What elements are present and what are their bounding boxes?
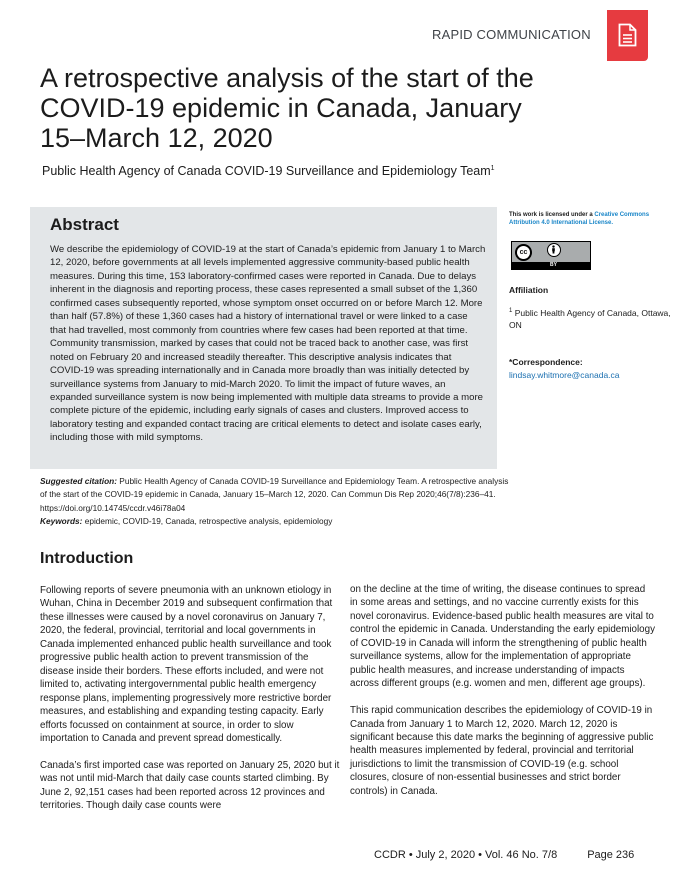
journal-info: CCDR • July 2, 2020 • Vol. 46 No. 7/8 [374,849,558,861]
keywords-label: Keywords: [40,515,83,526]
author-affiliation-mark: 1 [490,164,495,172]
affiliation-name: Public Health Agency of Canada, Ottawa, ON [509,307,671,330]
citation-text: Public Health Agency of Canada COVID-19 Surveillance and Epidemiology Team. A retrospective analysis of the start of the COVID-19 epidemic in Canada, January 15–March 12, 2020. Can Commun Dis Rep 2020;46(7/8):236–41. https://doi.org/10.14745/ccdr.v46i78a04 [40,476,509,513]
section-label: RAPID COMMUNICATION [432,27,591,42]
body-paragraph: This rapid communication describes the epidemiology of COVID-19 in Canada from January 1 to March 12, 2020. March 12, 2020 is significant because this date marks the beginning of aggressive public health measures implemented by federal, provincial and territorial jurisdictions to limit the transmission of COVID-19 (e.g. school closures, closure of non-essential businesses and strict border controls) in Canada. [350,705,654,797]
abstract-box [30,207,497,469]
abstract-text: We describe the epidemiology of COVID-19 at the start of Canada’s epidemic from January 1 to March 12, 2020, before governments at all levels implemented aggressive community-based public health measures. During this time, 153 laboratory-confirmed cases were reported in Canada. Due to delays inherent in the diagnosis and reporting process, these cases represented a small subset of the 1,360 confirmed cases subsequently reported, whose symptom onset occurred on or before March 12. More than half (57.8%) of these 1,360 cases had a history of international travel or were linked to a case that had travelled, most commonly from countries where few cases had been reported at that time. Community transmission, marked by cases that could not be traced back to another case, was first noted on February 20 and increased steadily thereafter. This descriptive analysis indicates that COVID-19 was spreading internationally and in Canada more broadly than was initially detected by surveillance systems from January to mid-March 2020. To limit the impact of future waves, an expanded surveillance system is now being implemented with multiple data streams to provide a more complete picture of the epidemic, including early signals of cases and clusters. Improved access to laboratory testing and expanded contact tracing are critical elements to detect and isolate cases early, including those with mild symptoms. [50,244,486,444]
body-paragraph: Following reports of severe pneumonia with an unknown etiology in Wuhan, China in December 2019 and subsequent confirmation that these illnesses were caused by a novel coronavirus on January 7, 2020, the federal, provincial, territorial and local governments in Canada implemented enhanced public health surveillance and took progressive public health action to prevent transmission of the disease inside their borders. These efforts included, and were not limited to, activating intergovernmental public health emergency response plans, implementing progressively more restrictive border measures, and establishing and expanding testing capacity. Early efforts focussed on containment at source, in order to slow importation to Canada and prevent spread domestically. [40,585,333,744]
introduction-right-column [350,583,655,812]
author-name: Public Health Agency of Canada COVID-19 Surveillance and Epidemiology Team [42,164,491,178]
cc-by-badge[interactable] [511,241,591,270]
correspondence-email-link[interactable]: lindsay.whitmore@canada.ca [509,370,620,380]
keywords-text: epidemic, COVID-19, Canada, retrospective analysis, epidemiology [82,515,333,526]
citation-label: Suggested citation: [40,476,117,486]
suggested-citation [40,475,510,515]
introduction-left-column [40,584,340,826]
abstract-heading: Abstract [50,215,119,234]
cc-icon: cc [515,244,532,261]
affiliation-text [509,305,684,331]
article-authors [42,164,495,178]
page-number: Page 236 [587,849,635,861]
document-icon [618,23,637,47]
correspondence-heading: *Correspondence: [509,357,583,367]
license-link[interactable]: Creative Commons Attribution 4.0 International License. [509,212,650,226]
license-prefix: This work is licensed under a [509,212,595,218]
affiliation-mark: 1 [509,308,513,314]
keywords [40,515,510,528]
body-paragraph: on the decline at the time of writing, the disease continues to spread in some areas and settings, and no vaccine currently exists for this novel coronavirus. Evidence-based public health measures are vital to control the epidemic in Canada. Understanding the early epidemiology of COVID-19 in Canada will inform the strengthening of public health surveillance systems, allow for the implementation of appropriate public health measures, and increase understanding of impacts across different groups (e.g. women and men, different age groups). [350,584,655,690]
by-label: BY [550,262,557,268]
introduction-heading: Introduction [40,550,134,567]
attribution-person-icon [547,243,561,257]
article-type-badge [607,10,648,61]
citation-block [40,475,510,528]
article-title: A retrospective analysis of the start of the COVID-19 epidemic in Canada, January 15–March 12, 2020 [40,63,534,153]
page-footer [374,849,634,861]
affiliation-heading: Affiliation [509,285,549,295]
license-notice [509,211,659,227]
body-paragraph: Canada’s first imported case was reported on January 25, 2020 but it was not until mid-March that daily case counts started climbing. By June 2, 92,151 cases had been reported across 12 provinces and territories. Though daily case counts were [40,759,340,812]
